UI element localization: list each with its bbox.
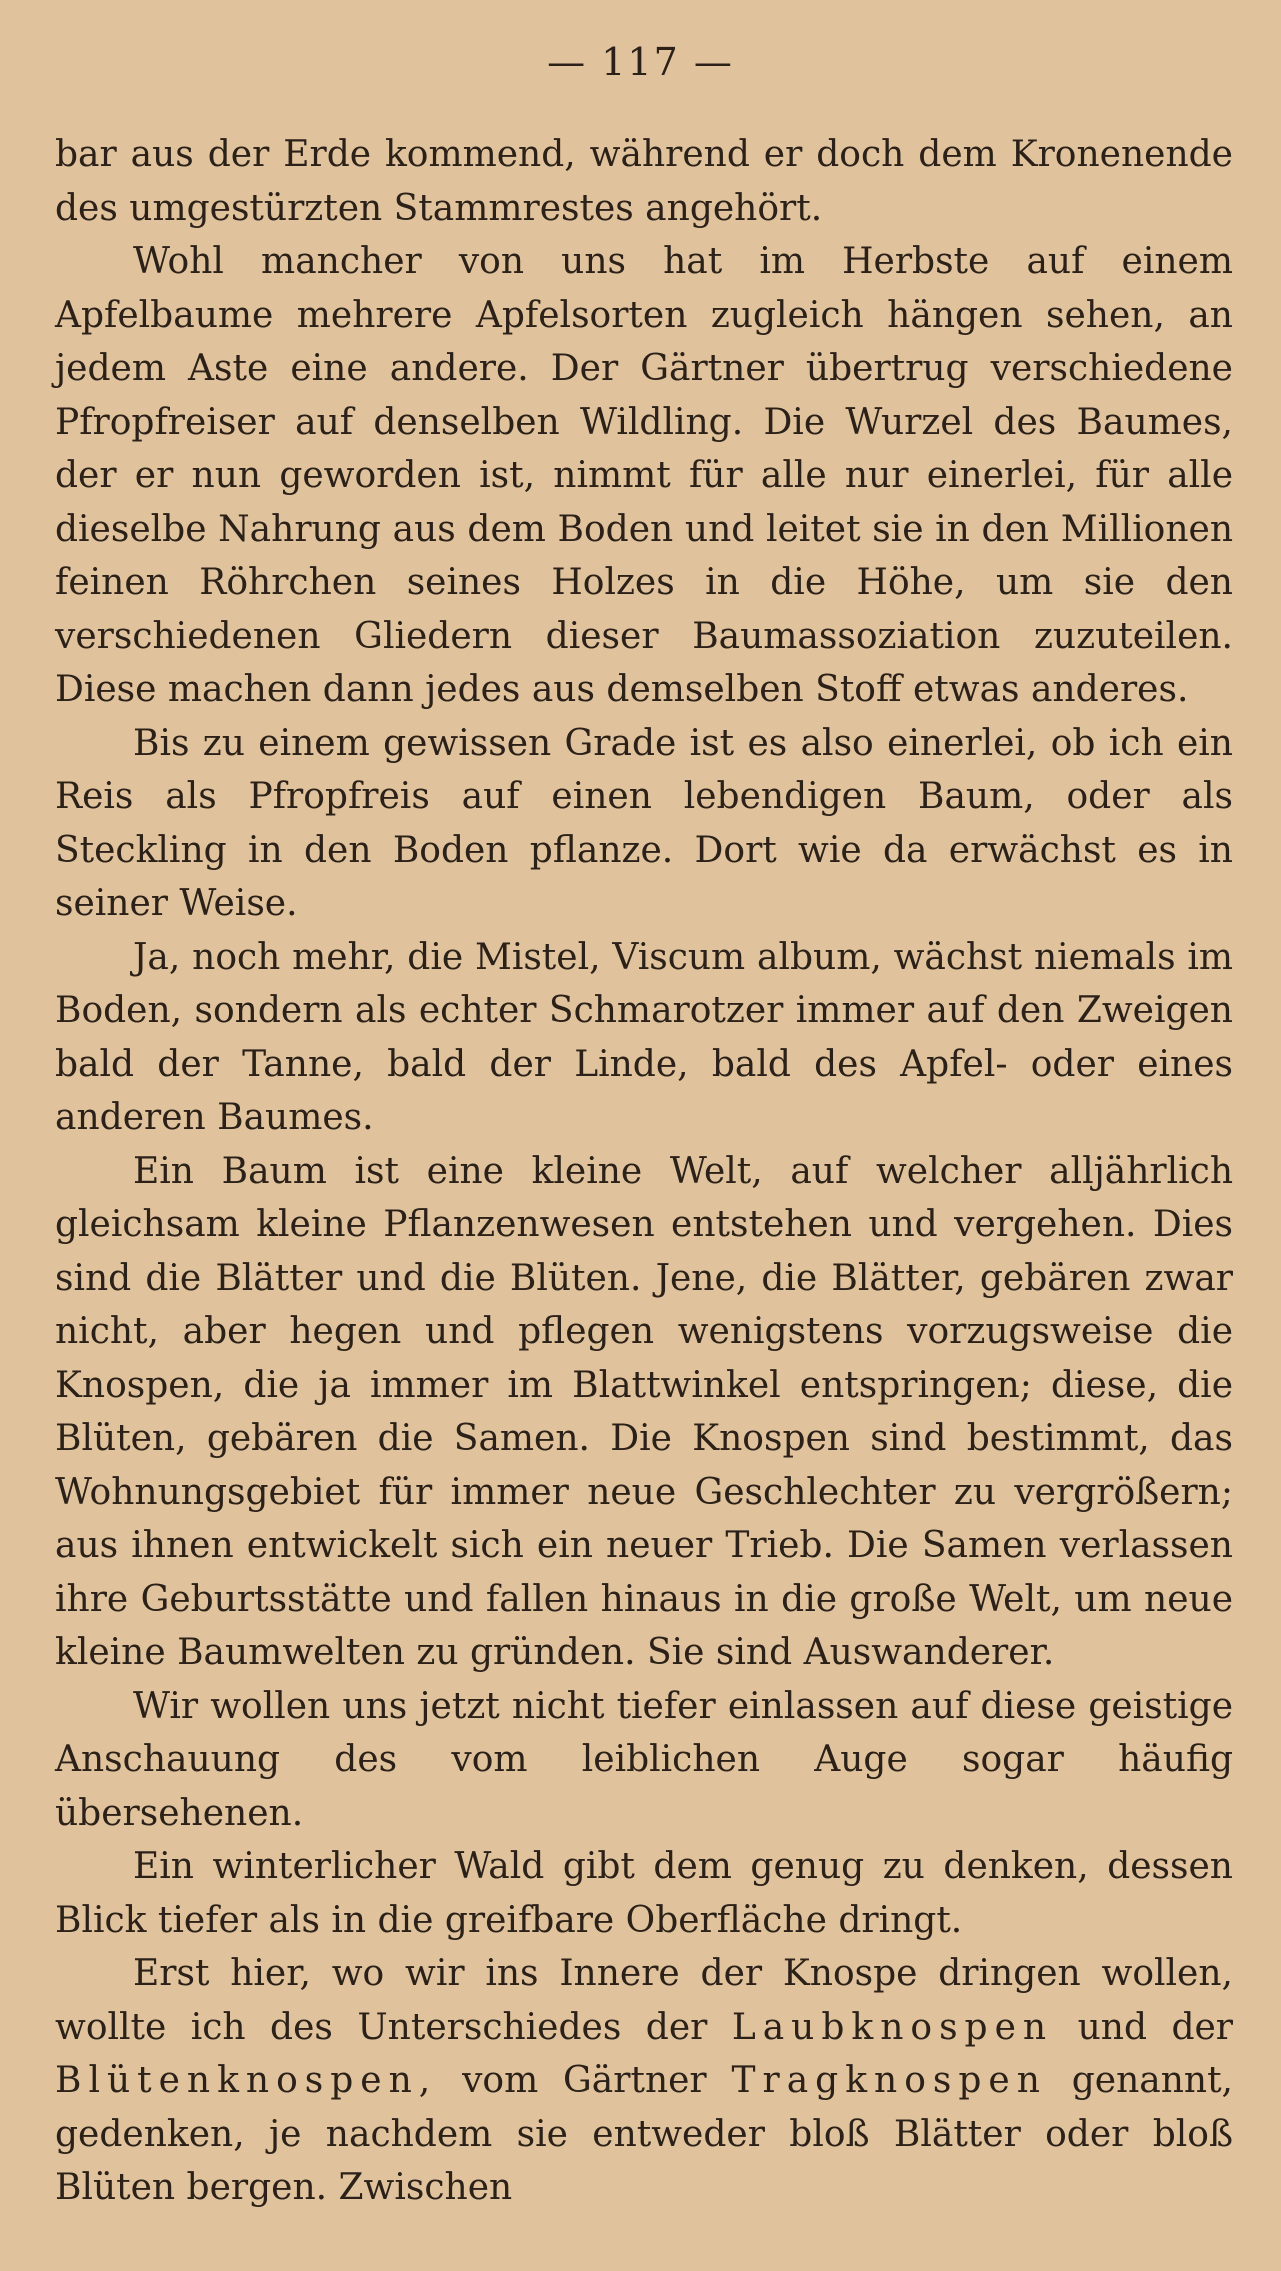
knospen-text-after: genannt, gedenken, je nachdem sie entweder bloß Blätter oder bloß Blüten bergen. Zwischen xyxy=(55,2060,1233,2208)
body-text xyxy=(55,128,1233,2215)
paragraph-mistel: Ja, noch mehr, die Mistel, Viscum album, wächst niemals im Boden, sondern als echter Schmarotzer immer auf den Zweigen bald der Tanne, bald der Linde, bald des Apfel- oder eines anderen Baumes. xyxy=(55,936,1233,1138)
paragraph-winterwald: Ein winterlicher Wald gibt dem genug zu denken, dessen Blick tiefer als in die greifbare Oberfläche dringt. xyxy=(55,1846,1233,1941)
knospen-text-middle2: vom Gärtner xyxy=(462,2060,707,2101)
paragraph-apfelbaum: Wohl mancher von uns hat im Herbste auf einem Apfelbaume mehrere Apfelsorten zugleich hängen sehen, an jedem Aste eine andere. Der Gärtner übertrug verschiedene Pfropfreiser auf denselben Wildling. Die Wurzel des Baumes, der er nun geworden ist, nimmt für alle nur einerlei, für alle dieselbe Nahrung aus dem Boden und leitet sie in den Millionen feinen Röhrchen seines Holzes in die Höhe, um sie den verschiedenen Gliedern dieser Baumassoziation zuzuteilen. Diese machen dann jedes aus demselben Stoff etwas anderes. xyxy=(55,241,1233,710)
term-tragknospen: Tragknospen xyxy=(731,2060,1047,2101)
term-laubknospen: Laubknospen xyxy=(731,2006,1054,2048)
paragraph-pfropfreis: Bis zu einem gewissen Grade ist es also einerlei, ob ich ein Reis als Pfropfreis auf einen lebendigen Baum, oder als Steckling in den Boden pflanze. Dort wie da erwächst es in seiner Weise. xyxy=(55,722,1233,924)
knospen-text-middle: und der xyxy=(1077,2006,1234,2048)
paragraph-anschauung: Wir wollen uns jetzt nicht tiefer einlassen auf diese geistige Anschauung des vom leiblichen Auge sogar häufig übersehenen. xyxy=(55,1685,1233,1834)
term-bluetenknospen: Blütenknospen, xyxy=(55,2060,438,2101)
paragraph-continuation: bar aus der Erde kommend, während er doch dem Kronenende des umgestürzten Stammrestes angehört. xyxy=(55,134,1233,229)
page-number: — 117 — xyxy=(547,40,734,84)
paragraph-kleine-welt: Ein Baum ist eine kleine Welt, auf welcher alljährlich gleichsam kleine Pflanzenwesen entstehen und vergehen. Dies sind die Blätter und die Blüten. Jene, die Blätter, gebären zwar nicht, aber hegen und pflegen wenigstens vorzugsweise die Knospen, die ja immer im Blattwinkel entspringen; diese, die Blüten, gebären die Samen. Die Knospen sind bestimmt, das Wohnungsgebiet für immer neue Geschlechter zu vergrößern; aus ihnen entwickelt sich ein neuer Trieb. Die Samen verlassen ihre Geburtsstätte und fallen hinaus in die große Welt, um neue kleine Baumwelten zu gründen. Sie sind Auswanderer. xyxy=(55,1150,1233,1673)
paragraph-knospen xyxy=(55,1947,1233,2215)
knospen-text-before: Erst hier, wo wir ins Innere der Knospe dringen wollen, wollte ich des Unterschiedes der xyxy=(55,1953,1233,2048)
